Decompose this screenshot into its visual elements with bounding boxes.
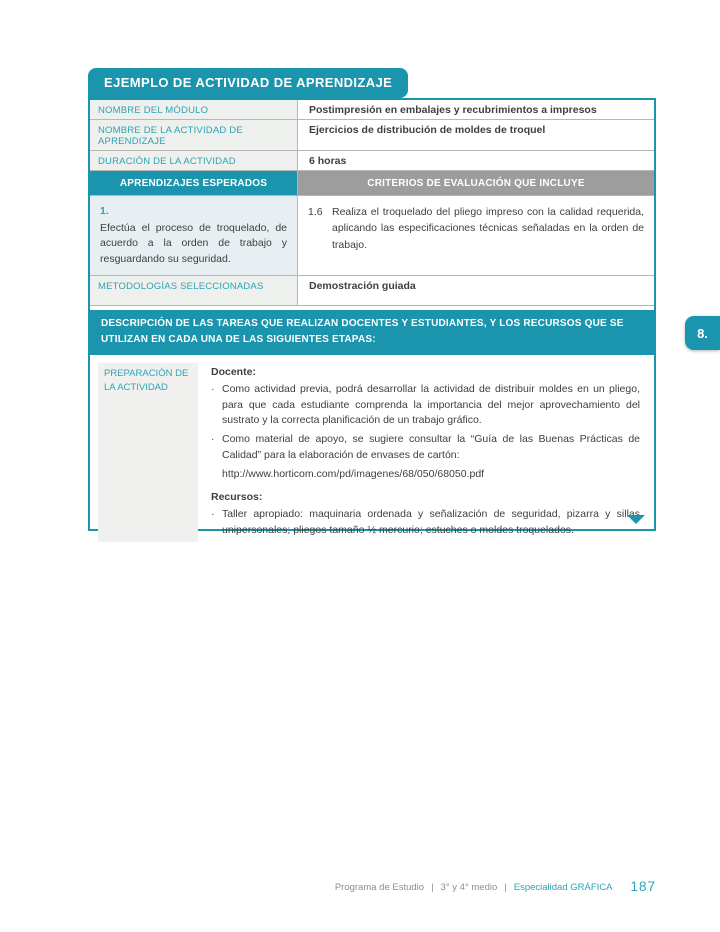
methodology-label: METODOLOGÍAS SELECCIONADAS <box>90 276 298 305</box>
expected-learning-number: 1. <box>100 205 109 217</box>
activity-name-value: Ejercicios de distribución de moldes de troquel <box>309 124 546 136</box>
table-row-duration <box>90 151 654 171</box>
expected-learning-text: Efectúa el proceso de troquelado, de acuerdo a la orden de trabajo y resguardando su seguridad. <box>100 222 287 265</box>
module-name-label: NOMBRE DEL MÓDULO <box>90 100 298 119</box>
list-item <box>211 382 640 429</box>
criteria-text: Realiza el troquelado del pliego impreso con la calidad requerida, aplicando las especificaciones técnicas señaladas en la orden de trabajo. <box>332 206 644 251</box>
recursos-heading: Recursos: <box>211 491 263 504</box>
module-name-value: Postimpresión en embalajes y recubrimientos a impresos <box>309 104 597 116</box>
footer-program-text: Programa de Estudio <box>334 882 425 893</box>
footer-separator: | <box>504 882 507 893</box>
footer-separator: | <box>431 882 434 893</box>
preparation-content <box>198 363 646 542</box>
recursos-bullet-1-text: Taller apropiado: maquinaria ordenada y señalización de seguridad, pizarra y sillas unipersonales; pliegos tamaño ½ mercurio; estuches o moldes troquelados. <box>222 508 640 537</box>
preparation-row <box>90 355 654 556</box>
expected-learning-header: APRENDIZAJES ESPERADOS <box>90 171 298 195</box>
resource-url-link[interactable]: http://www.horticom.com/pd/imagenes/68/050/68050.pdf <box>222 467 485 480</box>
page-title: EJEMPLO DE ACTIVIDAD DE APRENDIZAJE <box>88 68 408 98</box>
evaluation-criteria-cell <box>298 196 654 275</box>
list-item <box>211 507 640 539</box>
table-row-activity-name <box>90 120 654 151</box>
section-tab-8: 8. <box>685 316 720 350</box>
methodology-row <box>90 276 654 306</box>
list-item <box>211 432 640 464</box>
docente-heading: Docente: <box>211 365 256 378</box>
learning-criteria-row <box>90 196 654 276</box>
preparation-stage-label: PREPARACIÓN DE LA ACTIVIDAD <box>98 363 198 542</box>
docente-bullet-2-text: Como material de apoyo, se sugiere consultar la “Guía de las Buenas Prácticas de Calidad” para la elaboración de envases de cartón: <box>222 433 640 461</box>
continuation-arrow-icon <box>627 515 645 524</box>
expected-learning-cell <box>90 196 298 275</box>
page-footer <box>88 879 656 894</box>
duration-value: 6 horas <box>309 155 347 167</box>
activity-name-label: NOMBRE DE LA ACTIVIDAD DE APRENDIZAJE <box>90 120 298 150</box>
footer-grade-text: 3° y 4° medio <box>440 882 498 893</box>
activity-example-section <box>88 68 656 537</box>
tasks-description-banner: DESCRIPCIÓN DE LAS TAREAS QUE REALIZAN DOCENTES Y ESTUDIANTES, Y LOS RECURSOS QUE SE UTILIZAN EN CADA UNA DE LAS SIGUIENTES ETAPAS: <box>90 310 654 355</box>
duration-label: DURACIÓN DE LA ACTIVIDAD <box>90 151 298 170</box>
bullet-icon: · <box>211 382 215 395</box>
docente-bullet-1-text: Como actividad previa, podrá desarrollar la actividad de distribuir moldes en un pliego, para que cada estudiante comprenda la importancia del mejor aprovechamiento del sustrato y la correcta planificación de un trabajo gráfico. <box>222 382 640 427</box>
activity-table <box>88 98 656 537</box>
evaluation-criteria-header: CRITERIOS DE EVALUACIÓN QUE INCLUYE <box>298 171 654 195</box>
bullet-icon: · <box>211 433 215 446</box>
table-header-row <box>90 171 654 196</box>
table-row-module <box>90 100 654 120</box>
bullet-icon: · <box>211 508 215 521</box>
methodology-value: Demostración guiada <box>309 279 416 292</box>
footer-specialty-text: Especialidad GRÁFICA <box>513 882 613 893</box>
criteria-number: 1.6 <box>308 206 323 218</box>
page-number: 187 <box>630 879 656 894</box>
